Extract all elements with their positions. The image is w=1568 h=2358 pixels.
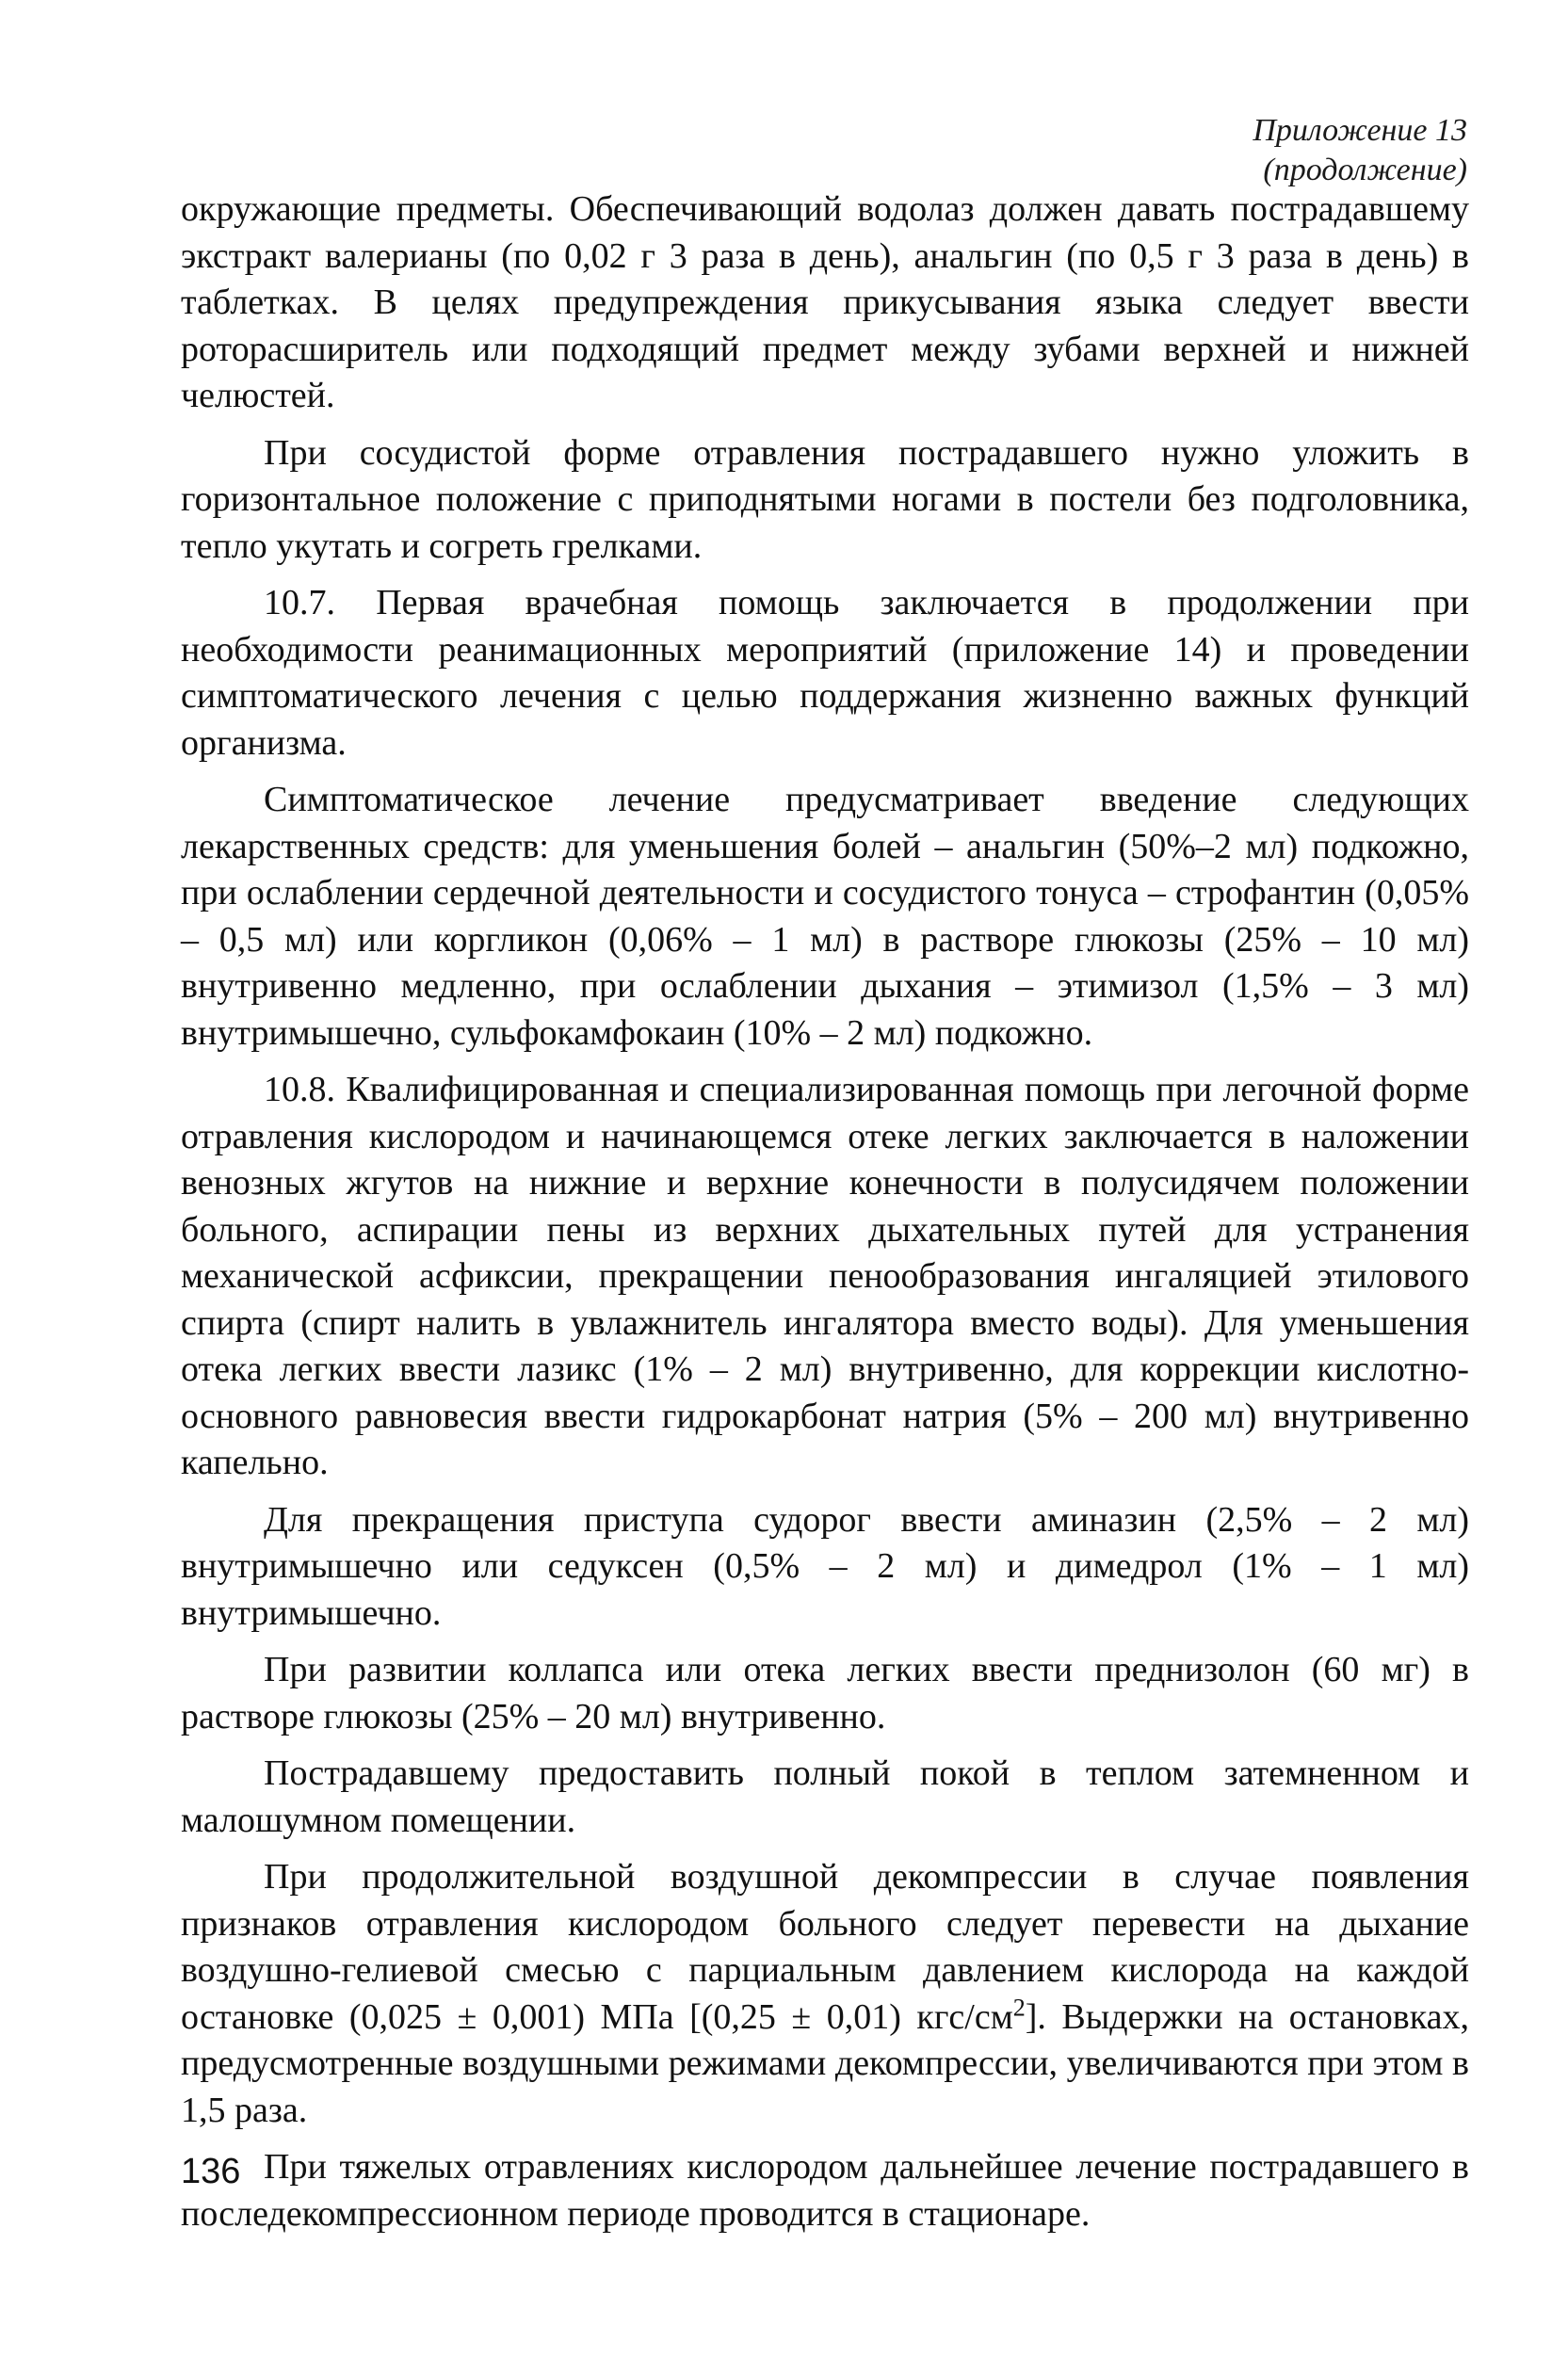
appendix-title: Приложение 13 — [1253, 113, 1467, 148]
superscript-exponent: 2 — [1012, 1993, 1026, 2021]
page-number: 136 — [181, 2152, 241, 2191]
paragraph-collapse: При развитии коллапса или отека легких ввести преднизолон (60 мг) в растворе глюкозы (25% – 20 мл) внутривенно. — [181, 1650, 1469, 1736]
decompression-text-end: ]. Выдержки на остановках, предусмотренные воздушными режимами декомпрессии, увеличиваются при этом в 1,5 раза. — [181, 1996, 1469, 2130]
paragraph-decompression — [181, 1854, 1469, 2134]
paragraph-symptomatic-treatment: Симптоматическое лечение предусматривает введение следующих лекарственных средств: для уменьшения болей – анальгин (50%–2 мл) подкожно, при ослаблении сердечной деятельности и сосудистого тонуса – строфантин (0,05% – 0,5 мл) или коргликон (0,06% – 1 мл) в растворе глюкозы (25% – 10 мл) внутривенно медленно, при ослаблении дыхания – этимизол (1,5% – 3 мл) внутримышечно, сульфокамфокаин (10% – 2 мл) подкожно. — [181, 780, 1469, 1053]
paragraph-10-7-first-aid: 10.7. Первая врачебная помощь заключается в продолжении при необходимости реанимационных мероприятий (приложение 14) и проведении симптоматического лечения с целью поддержания жизненно важных функций организма. — [181, 583, 1469, 763]
paragraph-10-8-qualified-aid: 10.8. Квалифицированная и специализированная помощь при легочной форме отравления кислородом и начинающемся отеке легких заключается в наложении венозных жгутов на нижние и верхние конечности в полусидячем положении больного, аспирации пены из верхних дыхательных путей для устранения механической асфиксии, прекращении пенообразования ингаляцией этилового спирта (спирт налить в увлажнитель ингалятора вместо воды). Для уменьшения отека легких ввести лазикс (1% – 2 мл) внутривенно, для коррекции кислотно-основного равновесия ввести гидрокарбонат натрия (5% – 200 мл) внутривенно капельно. — [181, 1070, 1469, 1482]
paragraph-vascular-form: При сосудистой форме отравления пострадавшего нужно уложить в горизонтальное положение с приподнятыми ногами в постели без подголовника, тепло укутать и согреть грелками. — [181, 432, 1469, 566]
paragraph-continued: окружающие предметы. Обеспечивающий водолаз должен давать пострадавшему экстракт валерианы (по 0,02 г 3 раза в день), анальгин (по 0,5 г 3 раза в день) в таблетках. В целях предупреждения прикусывания языка следует ввести роторасширитель или подходящий предмет между зубами верхней и нижней челюстей. — [181, 189, 1469, 415]
appendix-continuation-note: (продолжение) — [1263, 153, 1467, 187]
paragraph-severe-poisoning: При тяжелых отравлениях кислородом дальнейшее лечение пострадавшего в последекомпрессионном периоде проводится в стационаре. — [181, 2147, 1469, 2234]
appendix-header — [1253, 111, 1467, 190]
body-text — [181, 186, 1469, 2248]
decompression-text-start: При продолжительной воздушной декомпрессии в случае появления признаков отравления кислородом больного следует перевести на дыхание воздушно-гелиевой смесью с парциальным давлением кислорода на каждой остановке (0,025 ± 0,001) МПа [(0,25 ± 0,01) кгс/см — [181, 1857, 1469, 2037]
paragraph-seizures: Для прекращения приступа судорог ввести аминазин (2,5% – 2 мл) внутримышечно или седуксен (0,5% – 2 мл) и димедрол (1% – 1 мл) внутримышечно. — [181, 1499, 1469, 1633]
paragraph-rest: Пострадавшему предоставить полный покой в теплом затемненном и малошумном помещении. — [181, 1753, 1469, 1840]
